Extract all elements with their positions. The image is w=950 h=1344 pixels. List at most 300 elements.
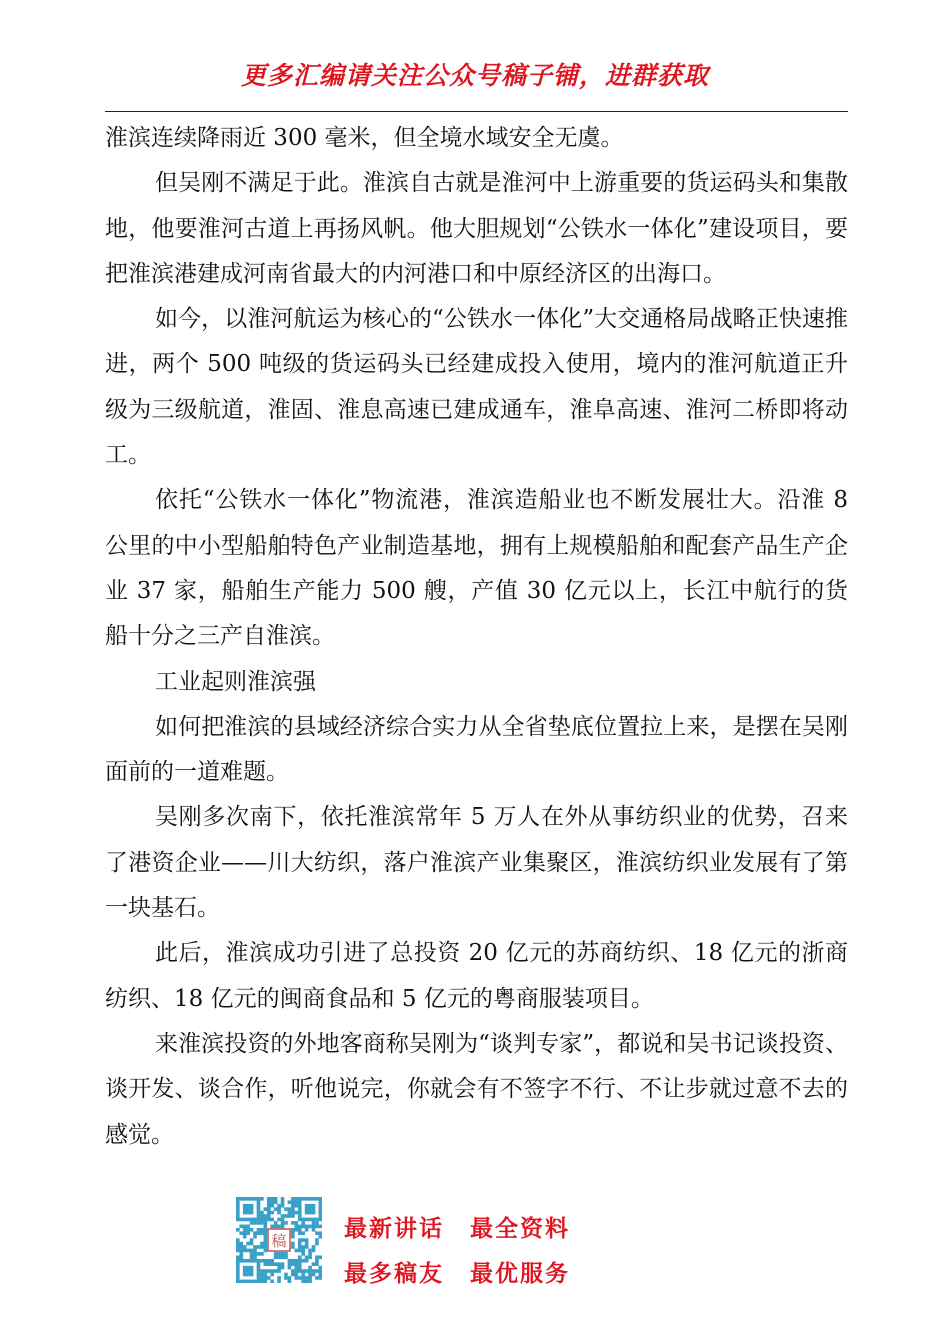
qr-module bbox=[312, 1204, 316, 1208]
qr-module bbox=[291, 1231, 295, 1235]
qr-module bbox=[246, 1269, 250, 1273]
qr-module bbox=[243, 1207, 247, 1211]
qr-module bbox=[301, 1276, 305, 1280]
qr-module bbox=[250, 1252, 254, 1256]
qr-module bbox=[270, 1262, 274, 1266]
qr-module bbox=[315, 1259, 319, 1263]
paragraph: 如何把淮滨的县域经济综合实力从全省垫底位置拉上来，是摆在吴刚面前的一道难题。 bbox=[105, 713, 848, 786]
qr-module bbox=[277, 1218, 281, 1222]
qr-module bbox=[236, 1207, 240, 1211]
qr-module bbox=[270, 1269, 274, 1273]
qr-module bbox=[246, 1242, 250, 1246]
qr-module bbox=[308, 1249, 312, 1253]
qr-module bbox=[239, 1225, 243, 1229]
qr-module bbox=[243, 1204, 247, 1208]
qr-module bbox=[298, 1276, 302, 1280]
qr-module bbox=[301, 1197, 305, 1201]
qr-module bbox=[243, 1225, 247, 1229]
qr-module bbox=[298, 1228, 302, 1232]
qr-module bbox=[253, 1221, 257, 1225]
qr-module bbox=[294, 1262, 298, 1266]
qr-module bbox=[250, 1218, 254, 1222]
qr-module bbox=[264, 1225, 268, 1229]
qr-module bbox=[312, 1262, 316, 1266]
paragraph: 如今，以淮河航运为核心的“公铁水一体化”大交通格局战略正快速推进，两个 500 吨级的货运码头已经建成投入使用，境内的淮河航道正升级为三级航道，淮固、淮息高速已建成通车，淮阜高速、淮河二桥即将动工。 bbox=[105, 306, 848, 469]
qr-module bbox=[246, 1207, 250, 1211]
qr-module bbox=[257, 1266, 261, 1270]
qr-module bbox=[312, 1211, 316, 1215]
qr-module bbox=[319, 1273, 322, 1277]
qr-module bbox=[264, 1276, 268, 1280]
qr-module bbox=[264, 1273, 268, 1277]
qr-module bbox=[291, 1262, 295, 1266]
qr-module bbox=[257, 1276, 261, 1280]
qr-module bbox=[264, 1280, 268, 1283]
qr-module bbox=[270, 1197, 274, 1201]
qr-module bbox=[288, 1207, 292, 1211]
qr-module bbox=[257, 1211, 261, 1215]
qr-module bbox=[315, 1221, 319, 1225]
qr-module bbox=[250, 1228, 254, 1232]
qr-module bbox=[257, 1204, 261, 1208]
qr-module bbox=[239, 1252, 243, 1256]
qr-module bbox=[257, 1280, 261, 1283]
qr-module bbox=[250, 1255, 254, 1259]
qr-module bbox=[312, 1197, 316, 1201]
qr-module bbox=[319, 1276, 322, 1280]
qr-module bbox=[236, 1218, 240, 1222]
qr-module bbox=[277, 1252, 281, 1256]
qr-module bbox=[264, 1207, 268, 1211]
qr-module bbox=[267, 1262, 271, 1266]
qr-module bbox=[243, 1228, 247, 1232]
qr-module bbox=[312, 1249, 316, 1253]
qr-module bbox=[319, 1269, 322, 1273]
qr-module bbox=[239, 1218, 243, 1222]
qr-module bbox=[305, 1269, 309, 1273]
qr-module bbox=[243, 1269, 247, 1273]
qr-module bbox=[246, 1218, 250, 1222]
qr-module bbox=[264, 1242, 268, 1246]
qr-module bbox=[253, 1249, 257, 1253]
qr-module bbox=[257, 1262, 261, 1266]
qr-module bbox=[298, 1266, 302, 1270]
qr-module bbox=[260, 1269, 264, 1273]
qr-module bbox=[253, 1235, 257, 1239]
slogan-item: 最新讲话 bbox=[344, 1216, 444, 1242]
qr-module bbox=[264, 1214, 268, 1218]
qr-module bbox=[246, 1280, 250, 1283]
qr-module bbox=[250, 1280, 254, 1283]
qr-module bbox=[253, 1280, 257, 1283]
qr-module bbox=[274, 1225, 278, 1229]
qr-module bbox=[246, 1197, 250, 1201]
slogan-row bbox=[344, 1207, 570, 1252]
qr-module bbox=[315, 1262, 319, 1266]
qr-module bbox=[250, 1197, 254, 1201]
qr-module bbox=[298, 1214, 302, 1218]
qr-module bbox=[281, 1266, 285, 1270]
qr-module bbox=[298, 1211, 302, 1215]
qr-module bbox=[312, 1245, 316, 1249]
qr-module bbox=[236, 1276, 240, 1280]
qr-module bbox=[288, 1200, 292, 1204]
qr-module bbox=[298, 1231, 302, 1235]
qr-module bbox=[243, 1211, 247, 1215]
qr-center-char: 稿 bbox=[271, 1232, 287, 1250]
qr-module bbox=[288, 1262, 292, 1266]
qr-module bbox=[308, 1225, 312, 1229]
qr-module bbox=[319, 1255, 322, 1259]
qr-module bbox=[257, 1231, 261, 1235]
qr-module bbox=[236, 1228, 240, 1232]
qr-module bbox=[291, 1273, 295, 1277]
qr-module bbox=[305, 1204, 309, 1208]
qr-module bbox=[274, 1207, 278, 1211]
qr-module bbox=[243, 1197, 247, 1201]
qr-module bbox=[246, 1204, 250, 1208]
qr-module bbox=[277, 1269, 281, 1273]
qr-module bbox=[246, 1231, 250, 1235]
qr-module bbox=[281, 1252, 285, 1256]
qr-module bbox=[257, 1245, 261, 1249]
qr-module bbox=[305, 1197, 309, 1201]
qr-module bbox=[257, 1214, 261, 1218]
qr-module bbox=[260, 1242, 264, 1246]
qr-code-graphic bbox=[236, 1197, 322, 1283]
qr-module bbox=[239, 1197, 243, 1201]
qr-code-icon bbox=[236, 1197, 322, 1283]
qr-module bbox=[277, 1280, 281, 1283]
qr-module bbox=[294, 1273, 298, 1277]
qr-module bbox=[264, 1245, 268, 1249]
qr-module bbox=[257, 1228, 261, 1232]
qr-module bbox=[308, 1273, 312, 1277]
qr-module bbox=[250, 1273, 254, 1277]
qr-module bbox=[236, 1269, 240, 1273]
qr-module bbox=[281, 1221, 285, 1225]
qr-module bbox=[264, 1262, 268, 1266]
qr-module bbox=[260, 1231, 264, 1235]
qr-module bbox=[305, 1245, 309, 1249]
qr-module bbox=[243, 1259, 247, 1263]
qr-module bbox=[315, 1255, 319, 1259]
qr-module bbox=[264, 1238, 268, 1242]
qr-module bbox=[274, 1197, 278, 1201]
header-divider bbox=[105, 111, 848, 112]
qr-module bbox=[315, 1218, 319, 1222]
qr-module bbox=[319, 1231, 322, 1235]
qr-module bbox=[243, 1266, 247, 1270]
slogan-item: 最多稿友 bbox=[344, 1261, 444, 1287]
qr-module bbox=[294, 1276, 298, 1280]
qr-module bbox=[260, 1280, 264, 1283]
qr-module bbox=[239, 1231, 243, 1235]
qr-module bbox=[301, 1231, 305, 1235]
qr-module bbox=[308, 1280, 312, 1283]
qr-module bbox=[319, 1235, 322, 1239]
qr-module bbox=[305, 1276, 309, 1280]
qr-module bbox=[246, 1273, 250, 1277]
qr-module bbox=[250, 1221, 254, 1225]
qr-module bbox=[319, 1197, 322, 1201]
qr-module bbox=[315, 1276, 319, 1280]
qr-module bbox=[291, 1204, 295, 1208]
qr-module bbox=[294, 1197, 298, 1201]
qr-module bbox=[291, 1214, 295, 1218]
qr-module bbox=[294, 1249, 298, 1253]
qr-module bbox=[260, 1218, 264, 1222]
qr-module bbox=[250, 1259, 254, 1263]
qr-module bbox=[260, 1197, 264, 1201]
qr-module bbox=[294, 1204, 298, 1208]
qr-module bbox=[298, 1204, 302, 1208]
qr-module bbox=[236, 1204, 240, 1208]
qr-module bbox=[270, 1218, 274, 1222]
qr-module bbox=[281, 1225, 285, 1229]
qr-module bbox=[288, 1280, 292, 1283]
qr-module bbox=[291, 1269, 295, 1273]
qr-module bbox=[253, 1259, 257, 1263]
qr-module bbox=[236, 1245, 240, 1249]
qr-module bbox=[281, 1197, 285, 1201]
qr-module bbox=[301, 1280, 305, 1283]
qr-module bbox=[236, 1200, 240, 1204]
qr-module bbox=[298, 1200, 302, 1204]
footer-slogans bbox=[344, 1207, 570, 1297]
qr-module bbox=[315, 1269, 319, 1273]
qr-module bbox=[294, 1211, 298, 1215]
qr-module bbox=[253, 1252, 257, 1256]
qr-module bbox=[253, 1245, 257, 1249]
qr-module bbox=[274, 1252, 278, 1256]
qr-module bbox=[253, 1255, 257, 1259]
qr-module bbox=[288, 1259, 292, 1263]
qr-module bbox=[312, 1218, 316, 1222]
slogan-row bbox=[344, 1252, 570, 1297]
qr-module bbox=[277, 1276, 281, 1280]
qr-module bbox=[250, 1238, 254, 1242]
qr-module bbox=[308, 1204, 312, 1208]
qr-module bbox=[270, 1204, 274, 1208]
qr-module bbox=[315, 1231, 319, 1235]
qr-module bbox=[298, 1238, 302, 1242]
qr-module bbox=[284, 1255, 288, 1259]
qr-module bbox=[281, 1262, 285, 1266]
qr-module bbox=[308, 1218, 312, 1222]
paragraph: 吴刚多次南下，依托淮滨常年 5 万人在外从事纺织业的优势，召来了港资企业——川大纺织，落户淮滨产业集聚区，淮滨纺织业发展有了第一块基石。 bbox=[105, 804, 848, 922]
paragraph: 淮滨连续降雨近 300 毫米，但全境水域安全无虞。 bbox=[105, 125, 624, 151]
qr-module bbox=[291, 1211, 295, 1215]
qr-module bbox=[315, 1197, 319, 1201]
article-body bbox=[105, 116, 848, 1158]
qr-module bbox=[305, 1280, 309, 1283]
qr-module bbox=[277, 1204, 281, 1208]
qr-module bbox=[253, 1231, 257, 1235]
qr-module bbox=[277, 1266, 281, 1270]
qr-module bbox=[291, 1245, 295, 1249]
qr-module bbox=[298, 1218, 302, 1222]
qr-module bbox=[250, 1242, 254, 1246]
qr-module bbox=[246, 1228, 250, 1232]
qr-module bbox=[315, 1242, 319, 1246]
qr-module bbox=[267, 1276, 271, 1280]
qr-module bbox=[264, 1269, 268, 1273]
qr-module bbox=[267, 1259, 271, 1263]
qr-module bbox=[236, 1259, 240, 1263]
qr-module bbox=[274, 1255, 278, 1259]
qr-module bbox=[308, 1211, 312, 1215]
qr-module bbox=[246, 1225, 250, 1229]
qr-module bbox=[250, 1204, 254, 1208]
qr-module bbox=[274, 1221, 278, 1225]
qr-module bbox=[312, 1207, 316, 1211]
qr-module bbox=[301, 1252, 305, 1256]
qr-module bbox=[298, 1242, 302, 1246]
qr-module bbox=[236, 1273, 240, 1277]
paragraph: 但吴刚不满足于此。淮滨自古就是淮河中上游重要的货运码头和集散地，他要淮河古道上再扬风帆。他大胆规划“公铁水一体化”建设项目，要把淮滨港建成河南省最大的内河港口和中原经济区的出海口。 bbox=[105, 170, 848, 287]
qr-module bbox=[308, 1255, 312, 1259]
qr-module bbox=[260, 1276, 264, 1280]
qr-module bbox=[239, 1245, 243, 1249]
qr-module bbox=[284, 1221, 288, 1225]
qr-module bbox=[274, 1200, 278, 1204]
qr-module bbox=[298, 1255, 302, 1259]
qr-module bbox=[246, 1266, 250, 1270]
qr-module bbox=[294, 1266, 298, 1270]
qr-module bbox=[236, 1214, 240, 1218]
qr-module bbox=[257, 1259, 261, 1263]
qr-module bbox=[246, 1211, 250, 1215]
qr-module bbox=[294, 1259, 298, 1263]
qr-module bbox=[260, 1214, 264, 1218]
qr-module bbox=[274, 1262, 278, 1266]
qr-module bbox=[264, 1221, 268, 1225]
qr-module bbox=[239, 1255, 243, 1259]
section-heading: 工业起则淮滨强 bbox=[155, 668, 316, 695]
qr-module bbox=[298, 1249, 302, 1253]
qr-module bbox=[312, 1225, 316, 1229]
qr-module bbox=[301, 1259, 305, 1263]
qr-module bbox=[294, 1221, 298, 1225]
qr-module bbox=[288, 1266, 292, 1270]
qr-module bbox=[305, 1228, 309, 1232]
qr-module bbox=[319, 1225, 322, 1229]
qr-module bbox=[246, 1249, 250, 1253]
qr-module bbox=[277, 1255, 281, 1259]
slogan-item: 最优服务 bbox=[470, 1261, 570, 1287]
qr-module bbox=[267, 1269, 271, 1273]
qr-module bbox=[308, 1276, 312, 1280]
qr-module bbox=[291, 1235, 295, 1239]
qr-module bbox=[250, 1211, 254, 1215]
qr-module bbox=[250, 1207, 254, 1211]
qr-module bbox=[274, 1269, 278, 1273]
qr-module bbox=[291, 1242, 295, 1246]
qr-module bbox=[291, 1207, 295, 1211]
qr-module bbox=[281, 1200, 285, 1204]
qr-module bbox=[267, 1214, 271, 1218]
qr-module bbox=[243, 1273, 247, 1277]
qr-module bbox=[298, 1269, 302, 1273]
qr-module bbox=[236, 1242, 240, 1246]
qr-module bbox=[294, 1225, 298, 1229]
qr-module bbox=[243, 1231, 247, 1235]
qr-module bbox=[243, 1245, 247, 1249]
qr-module bbox=[264, 1235, 268, 1239]
qr-module bbox=[257, 1200, 261, 1204]
paragraph: 此后，淮滨成功引进了总投资 20 亿元的苏商纺织、18 亿元的浙商纺织、18 亿元的闽商食品和 5 亿元的粤商服装项目。 bbox=[105, 940, 848, 1012]
qr-module bbox=[301, 1218, 305, 1222]
qr-module bbox=[284, 1214, 288, 1218]
qr-module bbox=[281, 1218, 285, 1222]
qr-module bbox=[277, 1211, 281, 1215]
qr-module bbox=[284, 1252, 288, 1256]
qr-module bbox=[236, 1238, 240, 1242]
qr-module bbox=[291, 1221, 295, 1225]
qr-module bbox=[277, 1207, 281, 1211]
qr-module bbox=[264, 1231, 268, 1235]
qr-module bbox=[301, 1221, 305, 1225]
qr-module bbox=[260, 1273, 264, 1277]
paragraph: 依托“公铁水一体化”物流港，淮滨造船业也不断发展壮大。沿淮 8 公里的中小型船舶特色产业制造基地，拥有上规模船舶和配套产品生产企业 37 家，船舶生产能力 500 艘，产值 30 亿元以上，长江中航行的货船十分之三产自淮滨。 bbox=[105, 487, 848, 650]
qr-module bbox=[294, 1228, 298, 1232]
qr-module bbox=[284, 1276, 288, 1280]
qr-module bbox=[305, 1211, 309, 1215]
qr-module bbox=[308, 1252, 312, 1256]
qr-module bbox=[270, 1280, 274, 1283]
qr-module bbox=[298, 1225, 302, 1229]
qr-module bbox=[267, 1200, 271, 1204]
qr-module bbox=[319, 1207, 322, 1211]
qr-module bbox=[294, 1269, 298, 1273]
qr-module bbox=[301, 1238, 305, 1242]
qr-module bbox=[260, 1252, 264, 1256]
qr-module bbox=[236, 1197, 240, 1201]
qr-module bbox=[264, 1249, 268, 1253]
qr-module bbox=[257, 1252, 261, 1256]
qr-module bbox=[301, 1249, 305, 1253]
qr-module bbox=[239, 1242, 243, 1246]
qr-module bbox=[301, 1245, 305, 1249]
qr-module bbox=[277, 1225, 281, 1229]
qr-module bbox=[284, 1207, 288, 1211]
qr-module bbox=[260, 1228, 264, 1232]
qr-module bbox=[246, 1259, 250, 1263]
qr-module bbox=[319, 1211, 322, 1215]
qr-module bbox=[264, 1218, 268, 1222]
qr-module bbox=[301, 1225, 305, 1229]
qr-module bbox=[319, 1266, 322, 1270]
qr-module bbox=[315, 1238, 319, 1242]
qr-module bbox=[308, 1266, 312, 1270]
qr-module bbox=[305, 1259, 309, 1263]
qr-module bbox=[308, 1269, 312, 1273]
qr-module bbox=[270, 1225, 274, 1229]
qr-module bbox=[305, 1225, 309, 1229]
paragraph: 来淮滨投资的外地客商称吴刚为“谈判专家”，都说和吴书记谈投资、谈开发、谈合作，听他说完，你就会有不签字不行、不让步就过意不去的感觉。 bbox=[105, 1030, 848, 1148]
qr-module bbox=[236, 1255, 240, 1259]
qr-module bbox=[312, 1269, 316, 1273]
qr-module bbox=[236, 1249, 240, 1253]
qr-module bbox=[236, 1280, 240, 1283]
qr-module bbox=[243, 1218, 247, 1222]
qr-module bbox=[270, 1259, 274, 1263]
qr-module bbox=[257, 1221, 261, 1225]
qr-module bbox=[298, 1262, 302, 1266]
qr-module bbox=[315, 1225, 319, 1229]
qr-module bbox=[305, 1242, 309, 1246]
